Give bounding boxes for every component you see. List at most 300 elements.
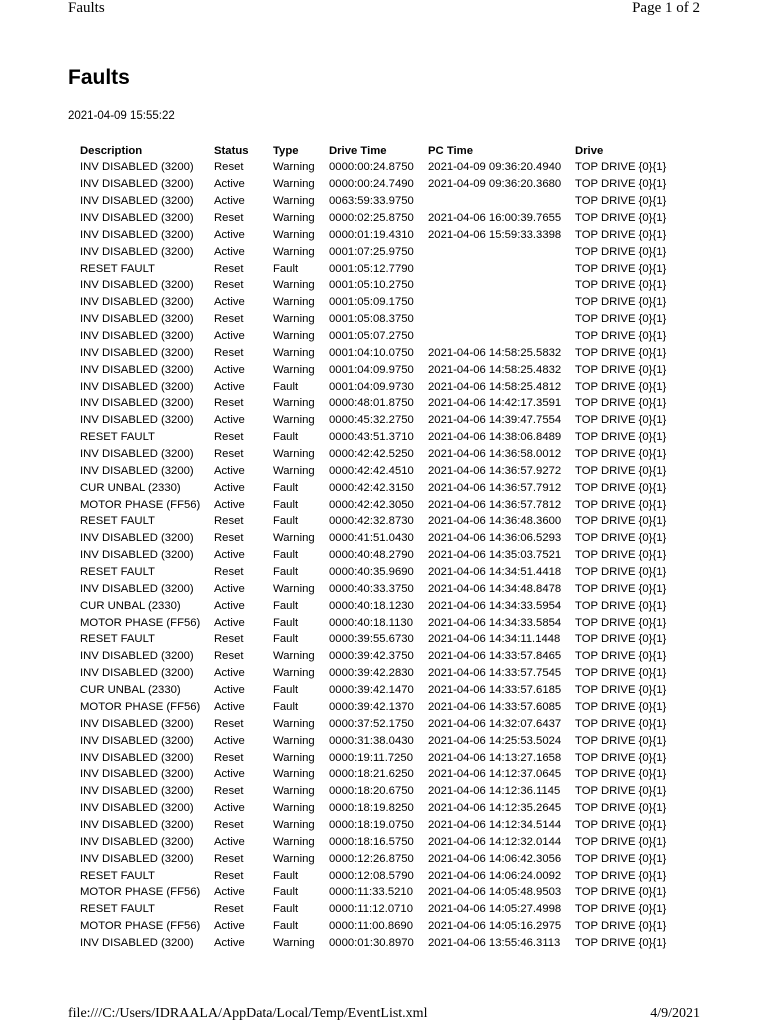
- cell-drive-time: 0000:18:19.8250: [329, 802, 414, 815]
- cell-status: Active: [214, 667, 245, 680]
- table-row: [77, 682, 682, 699]
- cell-description: INV DISABLED (3200): [80, 448, 194, 461]
- cell-drive: TOP DRIVE {0}{1}: [575, 212, 667, 224]
- cell-description: INV DISABLED (3200): [80, 313, 194, 326]
- cell-status: Reset: [214, 903, 244, 916]
- table-row: [77, 513, 682, 530]
- column-header-description: Description: [80, 145, 143, 157]
- table-row: [77, 783, 682, 800]
- cell-description: INV DISABLED (3200): [80, 667, 194, 680]
- cell-type: Fault: [273, 380, 299, 393]
- table-row: [77, 210, 682, 227]
- cell-description: INV DISABLED (3200): [80, 178, 194, 191]
- cell-pc-time: 2021-04-06 14:33:57.6085: [428, 700, 562, 713]
- cell-pc-time: [425, 328, 572, 345]
- cell-type: Warning: [273, 751, 315, 764]
- cell-status: Reset: [214, 515, 244, 528]
- cell-status: Reset: [214, 869, 244, 882]
- cell-drive-time: 0001:04:09.9750: [329, 363, 414, 376]
- cell-drive-time: 0000:48:01.8750: [329, 397, 414, 410]
- cell-type: Warning: [273, 532, 315, 545]
- cell-status: Active: [214, 245, 245, 258]
- cell-status: Active: [214, 549, 245, 562]
- cell-type: Fault: [273, 262, 299, 275]
- cell-pc-time: 2021-04-06 14:33:57.8465: [428, 650, 562, 663]
- cell-drive: TOP DRIVE {0}{1}: [575, 650, 667, 663]
- table-row: [77, 699, 682, 716]
- cell-status: Reset: [214, 346, 244, 359]
- footer-date: 4/9/2021: [650, 1006, 700, 1021]
- cell-type: Warning: [273, 785, 315, 798]
- cell-type: Warning: [273, 161, 315, 174]
- cell-pc-time: 2021-04-06 13:55:46.3113: [428, 936, 561, 949]
- cell-drive-time: 0000:42:32.8730: [329, 515, 414, 528]
- cell-drive: TOP DRIVE {0}{1}: [575, 245, 667, 258]
- cell-drive-time: 0000:39:42.1370: [329, 700, 414, 713]
- cell-type: Warning: [273, 818, 315, 831]
- table-row: [77, 412, 682, 429]
- cell-pc-time: 2021-04-06 14:36:06.5293: [428, 532, 562, 545]
- cell-drive-time: 0000:11:12.0710: [329, 903, 413, 916]
- cell-type: Fault: [273, 431, 299, 444]
- cell-status: Active: [214, 599, 245, 612]
- table-row: [77, 446, 682, 463]
- table-row: [77, 429, 682, 446]
- table-row: [77, 311, 682, 328]
- cell-pc-time: 2021-04-06 14:12:36.1145: [428, 785, 561, 798]
- cell-drive: TOP DRIVE {0}{1}: [575, 431, 667, 444]
- cell-pc-time: 2021-04-06 14:39:47.7554: [428, 414, 562, 427]
- cell-type: Warning: [273, 835, 315, 848]
- cell-type: Fault: [273, 549, 299, 562]
- cell-pc-time: 2021-04-06 14:05:48.9503: [428, 886, 562, 899]
- table-row: [77, 833, 682, 850]
- cell-pc-time: [425, 277, 572, 294]
- cell-drive: TOP DRIVE {0}{1}: [575, 920, 667, 933]
- cell-pc-time: 2021-04-06 14:25:53.5024: [428, 734, 562, 747]
- table-row: [77, 564, 682, 581]
- cell-type: Warning: [273, 363, 315, 376]
- column-header-status: Status: [214, 145, 249, 157]
- table-row: [77, 479, 682, 496]
- cell-pc-time: 2021-04-06 14:06:42.3056: [428, 852, 562, 865]
- cell-description: INV DISABLED (3200): [80, 549, 194, 562]
- cell-drive: TOP DRIVE {0}{1}: [575, 498, 667, 511]
- cell-drive-time: 0000:31:38.0430: [329, 734, 414, 747]
- cell-type: Warning: [273, 414, 315, 427]
- cell-status: Active: [214, 936, 245, 949]
- cell-drive: TOP DRIVE {0}{1}: [575, 481, 667, 494]
- cell-status: Active: [214, 414, 245, 427]
- cell-drive: TOP DRIVE {0}{1}: [575, 178, 667, 191]
- cell-drive: TOP DRIVE {0}{1}: [575, 380, 667, 393]
- column-header-drive: Drive: [575, 145, 604, 157]
- cell-pc-time: 2021-04-06 14:12:35.2645: [428, 802, 562, 815]
- cell-drive: TOP DRIVE {0}{1}: [575, 566, 667, 579]
- cell-description: RESET FAULT: [80, 515, 155, 528]
- cell-description: INV DISABLED (3200): [80, 228, 194, 241]
- cell-status: Reset: [214, 212, 244, 224]
- cell-description: INV DISABLED (3200): [80, 397, 194, 410]
- cell-drive: TOP DRIVE {0}{1}: [575, 700, 667, 713]
- cell-drive: TOP DRIVE {0}{1}: [575, 785, 667, 798]
- cell-type: Warning: [273, 852, 315, 865]
- cell-pc-time: [425, 193, 572, 210]
- cell-type: Fault: [273, 869, 299, 882]
- table-row: [77, 328, 682, 345]
- cell-status: Active: [214, 498, 245, 511]
- cell-drive: TOP DRIVE {0}{1}: [575, 161, 667, 174]
- table-row: [77, 918, 682, 935]
- cell-type: Warning: [273, 448, 315, 461]
- cell-drive-time: 0063:59:33.9750: [329, 195, 414, 208]
- table-row: [77, 580, 682, 597]
- page-title: Faults: [68, 66, 130, 89]
- cell-type: Warning: [273, 650, 315, 663]
- cell-description: CUR UNBAL (2330): [80, 599, 181, 612]
- table-row: [77, 530, 682, 547]
- cell-pc-time: 2021-04-06 15:59:33.3398: [428, 228, 562, 241]
- cell-status: Reset: [214, 852, 244, 865]
- cell-drive: TOP DRIVE {0}{1}: [575, 414, 667, 427]
- cell-drive: TOP DRIVE {0}{1}: [575, 734, 667, 747]
- table-row: [77, 462, 682, 479]
- cell-description: RESET FAULT: [80, 869, 155, 882]
- cell-type: Warning: [273, 464, 315, 477]
- cell-description: INV DISABLED (3200): [80, 380, 194, 393]
- table-row: [77, 867, 682, 884]
- table-row: [77, 884, 682, 901]
- cell-pc-time: 2021-04-06 14:36:58.0012: [428, 448, 562, 461]
- cell-drive: TOP DRIVE {0}{1}: [575, 313, 667, 326]
- cell-pc-time: 2021-04-06 14:12:34.5144: [428, 818, 562, 831]
- cell-type: Fault: [273, 903, 299, 916]
- cell-drive: TOP DRIVE {0}{1}: [575, 835, 667, 848]
- cell-drive: TOP DRIVE {0}{1}: [575, 936, 667, 949]
- cell-status: Reset: [214, 717, 244, 730]
- cell-drive-time: 0000:00:24.7490: [329, 178, 414, 191]
- cell-drive-time: 0000:18:20.6750: [329, 785, 414, 798]
- cell-drive: TOP DRIVE {0}{1}: [575, 195, 667, 208]
- cell-drive: TOP DRIVE {0}{1}: [575, 279, 667, 292]
- cell-drive: TOP DRIVE {0}{1}: [575, 751, 667, 764]
- cell-description: CUR UNBAL (2330): [80, 684, 181, 697]
- cell-description: INV DISABLED (3200): [80, 346, 194, 359]
- table-body: [77, 159, 682, 951]
- cell-drive-time: 0000:18:19.0750: [329, 818, 414, 831]
- cell-pc-time: 2021-04-06 16:00:39.7655: [428, 212, 562, 224]
- cell-drive-time: 0000:00:24.8750: [329, 161, 414, 174]
- cell-drive-time: 0000:18:21.6250: [329, 768, 414, 781]
- cell-type: Warning: [273, 667, 315, 680]
- cell-drive: TOP DRIVE {0}{1}: [575, 296, 667, 309]
- cell-status: Active: [214, 464, 245, 477]
- cell-drive-time: 0000:37:52.1750: [329, 717, 414, 730]
- cell-drive: TOP DRIVE {0}{1}: [575, 262, 667, 275]
- cell-description: INV DISABLED (3200): [80, 650, 194, 663]
- cell-drive: TOP DRIVE {0}{1}: [575, 869, 667, 882]
- cell-type: Warning: [273, 228, 315, 241]
- cell-type: Warning: [273, 717, 315, 730]
- cell-pc-time: 2021-04-06 14:36:48.3600: [428, 515, 562, 528]
- table-row: [77, 766, 682, 783]
- cell-drive-time: 0000:11:33.5210: [329, 886, 413, 899]
- cell-drive-time: 0000:39:42.1470: [329, 684, 414, 697]
- table-row: [77, 715, 682, 732]
- cell-drive-time: 0000:40:18.1230: [329, 599, 414, 612]
- cell-status: Active: [214, 481, 245, 494]
- cell-description: INV DISABLED (3200): [80, 212, 194, 224]
- cell-type: Warning: [273, 346, 315, 359]
- cell-drive-time: 0000:02:25.8750: [329, 212, 414, 224]
- table-row: [77, 277, 682, 294]
- cell-drive: TOP DRIVE {0}{1}: [575, 549, 667, 562]
- cell-status: Active: [214, 228, 245, 241]
- cell-pc-time: 2021-04-06 14:36:57.7912: [428, 481, 562, 494]
- cell-drive-time: 0001:05:10.2750: [329, 279, 414, 292]
- cell-drive-time: 0000:39:42.2830: [329, 667, 414, 680]
- table-row: [77, 226, 682, 243]
- cell-status: Active: [214, 616, 245, 629]
- cell-drive-time: 0001:05:09.1750: [329, 296, 414, 309]
- cell-type: Fault: [273, 886, 299, 899]
- cell-drive: TOP DRIVE {0}{1}: [575, 515, 667, 528]
- cell-type: Warning: [273, 734, 315, 747]
- cell-status: Reset: [214, 566, 244, 579]
- cell-type: Warning: [273, 802, 315, 815]
- cell-drive-time: 0000:39:42.3750: [329, 650, 414, 663]
- cell-pc-time: [425, 260, 572, 277]
- cell-drive: TOP DRIVE {0}{1}: [575, 330, 667, 343]
- cell-drive-time: 0000:42:42.3150: [329, 481, 414, 494]
- cell-drive: TOP DRIVE {0}{1}: [575, 717, 667, 730]
- page-header-title: Faults: [68, 0, 105, 16]
- cell-drive: TOP DRIVE {0}{1}: [575, 768, 667, 781]
- cell-drive-time: 0000:40:35.9690: [329, 566, 414, 579]
- cell-status: Active: [214, 835, 245, 848]
- cell-drive: TOP DRIVE {0}{1}: [575, 667, 667, 680]
- cell-type: Warning: [273, 936, 315, 949]
- cell-type: Warning: [273, 279, 315, 292]
- cell-description: INV DISABLED (3200): [80, 195, 194, 208]
- cell-drive-time: 0000:42:42.5250: [329, 448, 414, 461]
- cell-type: Fault: [273, 633, 299, 646]
- cell-pc-time: 2021-04-09 09:36:20.4940: [428, 161, 562, 174]
- cell-description: INV DISABLED (3200): [80, 852, 194, 865]
- cell-drive-time: 0000:18:16.5750: [329, 835, 414, 848]
- table-row: [77, 395, 682, 412]
- table-row: [77, 547, 682, 564]
- report-timestamp: 2021-04-09 15:55:22: [68, 110, 175, 122]
- cell-type: Warning: [273, 296, 315, 309]
- cell-description: INV DISABLED (3200): [80, 936, 194, 949]
- table-header-row: [77, 143, 682, 159]
- cell-pc-time: [425, 294, 572, 311]
- cell-drive: TOP DRIVE {0}{1}: [575, 903, 667, 916]
- table-row: [77, 193, 682, 210]
- cell-description: RESET FAULT: [80, 431, 155, 444]
- table-row: [77, 159, 682, 176]
- table-row: [77, 176, 682, 193]
- cell-status: Active: [214, 802, 245, 815]
- cell-description: MOTOR PHASE (FF56): [80, 920, 201, 933]
- cell-description: CUR UNBAL (2330): [80, 481, 181, 494]
- cell-pc-time: 2021-04-06 14:34:11.1448: [428, 633, 561, 646]
- cell-type: Warning: [273, 178, 315, 191]
- cell-status: Reset: [214, 650, 244, 663]
- cell-status: Active: [214, 363, 245, 376]
- faults-table: [77, 143, 682, 951]
- table-row: [77, 614, 682, 631]
- cell-drive: TOP DRIVE {0}{1}: [575, 582, 667, 595]
- cell-pc-time: 2021-04-06 14:33:57.6185: [428, 684, 562, 697]
- table-row: [77, 631, 682, 648]
- page-number: Page 1 of 2: [632, 0, 700, 16]
- cell-drive: TOP DRIVE {0}{1}: [575, 464, 667, 477]
- table-row: [77, 260, 682, 277]
- cell-status: Active: [214, 684, 245, 697]
- cell-description: MOTOR PHASE (FF56): [80, 700, 201, 713]
- cell-drive: TOP DRIVE {0}{1}: [575, 363, 667, 376]
- table-row: [77, 749, 682, 766]
- cell-drive: TOP DRIVE {0}{1}: [575, 228, 667, 241]
- cell-drive: TOP DRIVE {0}{1}: [575, 616, 667, 629]
- cell-drive: TOP DRIVE {0}{1}: [575, 397, 667, 410]
- table-row: [77, 378, 682, 395]
- cell-pc-time: 2021-04-06 14:12:32.0144: [428, 835, 562, 848]
- table-row: [77, 344, 682, 361]
- cell-pc-time: 2021-04-06 14:34:48.8478: [428, 582, 562, 595]
- cell-pc-time: 2021-04-06 14:58:25.4832: [428, 363, 562, 376]
- cell-pc-time: 2021-04-06 14:42:17.3591: [428, 397, 562, 410]
- cell-drive-time: 0000:40:33.3750: [329, 582, 414, 595]
- cell-pc-time: 2021-04-06 14:12:37.0645: [428, 768, 562, 781]
- footer-file-path: file:///C:/Users/IDRAALA/AppData/Local/Temp/EventList.xml: [68, 1006, 428, 1021]
- cell-drive-time: 0000:42:42.3050: [329, 498, 414, 511]
- cell-status: Active: [214, 380, 245, 393]
- cell-drive-time: 0000:40:48.2790: [329, 549, 414, 562]
- cell-type: Warning: [273, 195, 315, 208]
- cell-description: INV DISABLED (3200): [80, 582, 194, 595]
- cell-drive: TOP DRIVE {0}{1}: [575, 818, 667, 831]
- cell-drive-time: 0000:01:19.4310: [329, 228, 414, 241]
- table-row: [77, 597, 682, 614]
- table-row: [77, 294, 682, 311]
- cell-status: Active: [214, 330, 245, 343]
- cell-description: MOTOR PHASE (FF56): [80, 886, 201, 899]
- cell-status: Reset: [214, 785, 244, 798]
- cell-status: Reset: [214, 161, 244, 174]
- cell-status: Reset: [214, 262, 244, 275]
- cell-description: INV DISABLED (3200): [80, 245, 194, 258]
- cell-description: INV DISABLED (3200): [80, 835, 194, 848]
- cell-pc-time: 2021-04-06 14:36:57.7812: [428, 498, 562, 511]
- cell-drive-time: 0000:12:08.5790: [329, 869, 414, 882]
- cell-drive: TOP DRIVE {0}{1}: [575, 886, 667, 899]
- cell-drive-time: 0000:12:26.8750: [329, 852, 414, 865]
- table-row: [77, 665, 682, 682]
- cell-type: Fault: [273, 684, 299, 697]
- cell-description: INV DISABLED (3200): [80, 734, 194, 747]
- cell-status: Active: [214, 886, 245, 899]
- cell-description: RESET FAULT: [80, 262, 155, 275]
- cell-pc-time: 2021-04-06 14:35:03.7521: [428, 549, 562, 562]
- cell-pc-time: 2021-04-06 14:32:07.6437: [428, 717, 562, 730]
- cell-type: Warning: [273, 768, 315, 781]
- cell-type: Warning: [273, 313, 315, 326]
- cell-drive: TOP DRIVE {0}{1}: [575, 633, 667, 646]
- cell-status: Reset: [214, 633, 244, 646]
- cell-pc-time: 2021-04-06 14:33:57.7545: [428, 667, 562, 680]
- cell-type: Fault: [273, 566, 299, 579]
- cell-status: Reset: [214, 448, 244, 461]
- cell-drive-time: 0000:01:30.8970: [329, 936, 414, 949]
- cell-pc-time: 2021-04-06 14:36:57.9272: [428, 464, 562, 477]
- cell-description: MOTOR PHASE (FF56): [80, 498, 201, 511]
- cell-status: Active: [214, 920, 245, 933]
- cell-type: Fault: [273, 599, 299, 612]
- cell-type: Fault: [273, 920, 299, 933]
- table-row: [77, 935, 682, 952]
- cell-status: Active: [214, 768, 245, 781]
- table-row: [77, 496, 682, 513]
- cell-drive: TOP DRIVE {0}{1}: [575, 599, 667, 612]
- table-row: [77, 648, 682, 665]
- cell-status: Reset: [214, 532, 244, 545]
- cell-pc-time: 2021-04-06 14:06:24.0092: [428, 869, 562, 882]
- cell-description: INV DISABLED (3200): [80, 802, 194, 815]
- cell-status: Active: [214, 195, 245, 208]
- cell-pc-time: 2021-04-06 14:34:33.5954: [428, 599, 562, 612]
- cell-drive: TOP DRIVE {0}{1}: [575, 448, 667, 461]
- cell-description: INV DISABLED (3200): [80, 768, 194, 781]
- cell-pc-time: 2021-04-06 14:38:06.8489: [428, 431, 562, 444]
- cell-pc-time: 2021-04-06 14:05:27.4998: [428, 903, 562, 916]
- column-header-drive-time: Drive Time: [329, 145, 387, 157]
- column-header-pc-time: PC Time: [428, 145, 473, 157]
- cell-drive: TOP DRIVE {0}{1}: [575, 684, 667, 697]
- table-row: [77, 361, 682, 378]
- cell-type: Fault: [273, 498, 299, 511]
- cell-status: Active: [214, 582, 245, 595]
- cell-type: Warning: [273, 245, 315, 258]
- cell-type: Warning: [273, 212, 315, 224]
- cell-drive: TOP DRIVE {0}{1}: [575, 802, 667, 815]
- cell-drive-time: 0000:19:11.7250: [329, 751, 413, 764]
- cell-status: Reset: [214, 751, 244, 764]
- cell-drive-time: 0001:05:08.3750: [329, 313, 414, 326]
- cell-status: Active: [214, 734, 245, 747]
- cell-description: INV DISABLED (3200): [80, 532, 194, 545]
- cell-description: INV DISABLED (3200): [80, 414, 194, 427]
- cell-pc-time: 2021-04-06 14:34:33.5854: [428, 616, 562, 629]
- cell-pc-time: [425, 311, 572, 328]
- cell-type: Warning: [273, 397, 315, 410]
- cell-drive-time: 0001:05:07.2750: [329, 330, 414, 343]
- cell-drive-time: 0000:42:42.4510: [329, 464, 414, 477]
- cell-description: INV DISABLED (3200): [80, 464, 194, 477]
- cell-type: Fault: [273, 515, 299, 528]
- table-row: [77, 901, 682, 918]
- table-row: [77, 817, 682, 834]
- cell-type: Warning: [273, 582, 315, 595]
- cell-description: INV DISABLED (3200): [80, 161, 194, 174]
- cell-description: INV DISABLED (3200): [80, 818, 194, 831]
- cell-description: INV DISABLED (3200): [80, 296, 194, 309]
- cell-status: Active: [214, 296, 245, 309]
- cell-type: Fault: [273, 700, 299, 713]
- table-row: [77, 800, 682, 817]
